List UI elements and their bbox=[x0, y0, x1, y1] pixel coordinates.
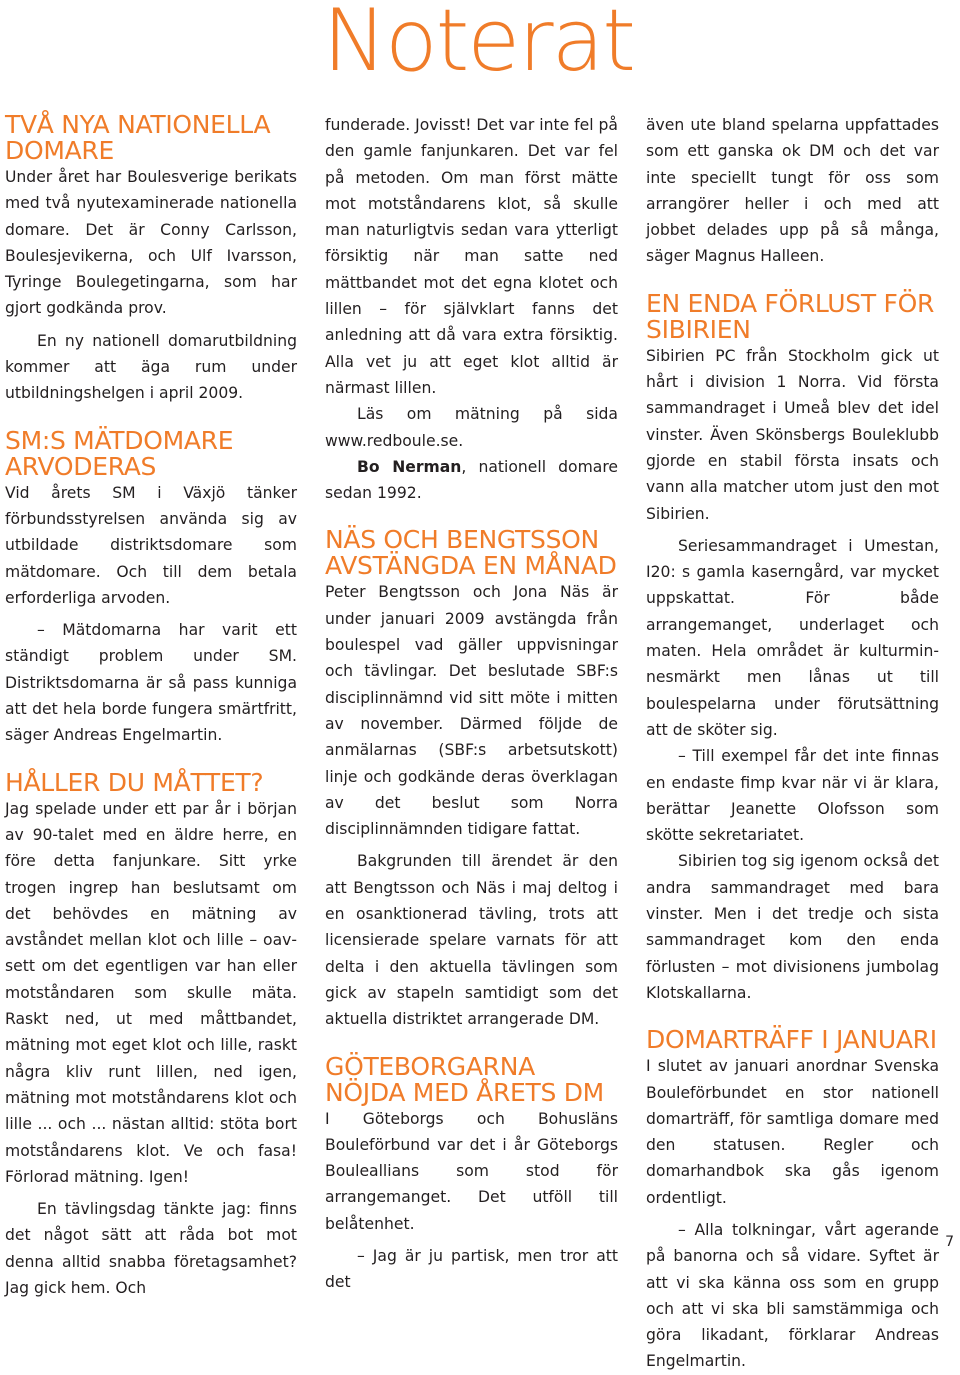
paragraph: – Till exempel får det inte finnas en endaste fimp kvar när vi är klara, berättar Jeanette Olofsson som skötte sekretariatet. bbox=[646, 747, 939, 845]
author-title: , nationell domare sedan 1992. bbox=[325, 457, 618, 503]
author-name: Bo Nerman bbox=[357, 457, 462, 476]
column-3 bbox=[646, 112, 939, 1375]
paragraph: Seriesammandraget i Umestan, I20: s gamla kaserngård, var mycket uppskattat. För både arrangemanget, underlaget och maten. Hela området är kulturminnesmärkt men lånas ut till boulespelarna under förutsättning att de sköter sig. bbox=[646, 536, 939, 739]
paragraph: – Jag är ju partisk, men tror att det bbox=[325, 1246, 618, 1292]
paragraph: I Göteborgs och Bohusläns Bouleförbund var det i år Göteborgs Bouleallians som stod för arrangemanget. Det utföll till belåtenhet. bbox=[325, 1109, 618, 1233]
paragraph: Jag spelade under ett par år i början av 90-talet med en äldre herre, en före detta fanjunkare. Sitt yrke trogen ingrep han beslutsamt om det behövdes en mätning av avståndet mellan klot och lille – oavsett om det egentligen var han eller motståndaren som skulle mäta. Raskt ned, ut med måttbandet, mätning mot eget klot och lille, raskt några kliv runt lillen, ned igen, mätning mot motståndarens klot och lille ... och ... nästan alltid: stöta bort motståndarens klot. Ve och fasa! Förlorad mätning. Igen! bbox=[5, 799, 297, 1186]
column-2 bbox=[325, 112, 618, 1296]
paragraph: Under året har Boulesverige berikats med två nyutexaminerade nationella domare. Det är Conny Carlsson, Boulesjevikerna, och Ulf Ivarsson, Tyringe Boulegetingarna, som har gjort godkända prov. bbox=[5, 168, 297, 318]
paragraph: Sibirien tog sig igenom också det andra sammandraget med bara vinster. Men i det tredje och sista sammandraget kom den enda förlusten – mot divisionens jumbolag Klotskallarna. bbox=[646, 852, 939, 1002]
paragraph: Bakgrunden till ärendet är den att Bengtsson och Näs i maj deltog i en osanktionerad tävling, trots att licensierade spelare varnats för att delta i den aktuella tävlingen som gick av stapeln samtidigt som det aktuella distriktet arrangerade DM. bbox=[325, 852, 618, 1029]
headline-suspended: NÄS OCH BENGTSSON AVSTÄNGDA EN MÅNAD bbox=[325, 525, 617, 581]
headline-measure-up: HÅLLER DU MÅTTET? bbox=[5, 767, 264, 797]
paragraph: En tävlingsdag tänkte jag: finns det något sätt att råda bot mot denna alltid snabba företagsamhet? Jag gick hem. Och bbox=[5, 1200, 297, 1297]
paragraph: Vid årets SM i Växjö tänker förbundsstyrelsen använda sig av utbildade distriktsdomare som mätdomare. Och till dem betala erforderliga arvoden. bbox=[5, 483, 297, 607]
paragraph: – Mätdomarna har varit ett ständigt problem under SM. Distriktsdomarna är så pass kunniga att det hela borde fungera smärtfritt, säger Andreas Engelmartin. bbox=[5, 621, 297, 745]
headline-two-new-referees: TVÅ NYA NATIONELLA DOMARE bbox=[5, 110, 271, 165]
paragraph: – Alla tolkningar, vårt agerande på banorna och så vidare. Syftet är att vi ska känna oss som en grupp och att vi ska bli samstämmiga och göra likadant, förklarar Andreas Engelmartin. bbox=[646, 1220, 939, 1371]
headline-referee-meeting: DOMARTRÄFF I JANUARI bbox=[646, 1025, 937, 1055]
paragraph: Peter Bengtsson och Jona Näs är under januari 2009 avstängda från boulespel vad gäller uppvisningar och tävlingar. Det beslutade SBF:s disciplinnämnd vid sitt möte i mitten av november. Därmed följde de anmälarnas (SBF:s arbetsutskott) linje och godkände deras överklagan av det beslut som Norra disciplinnämnden tidigare fattat. bbox=[325, 583, 618, 839]
paragraph: I slutet av januari anordnar Svenska Bouleförbundet en stor nationell domarträff, för samtliga domare med den statusen. Regler och domarhandbok ska gås igenom ordentligt. bbox=[646, 1057, 939, 1207]
column-1 bbox=[5, 112, 297, 1301]
paragraph: funderade. Jovisst! Det var inte fel på den gamle fanjunkaren. Det var fel på metoden. Om man först mätte mot motståndarens klot, så skulle man naturligtvis sedan vara ytterligt försiktig när man satte ned mättbandet mot det egna klotet och lillen – för självklart fanns det anledning att då vara extra försiktig. Alla vet ju att eget klot alltid är närmast lillen. bbox=[325, 116, 618, 397]
author-signature bbox=[325, 454, 618, 507]
headline-sm-measuring-referees: SM:S MÄTDOMARE ARVODERAS bbox=[5, 425, 234, 481]
headline-sibirien: EN ENDA FÖRLUST FÖR SIBIRIEN bbox=[646, 288, 935, 344]
masthead-title: Noterat bbox=[322, 0, 634, 91]
paragraph: En ny nationell domarutbildning kommer att äga rum under utbildningshelgen i april 2009. bbox=[5, 331, 297, 403]
paragraph: Sibirien PC från Stockholm gick ut hårt i division 1 Norra. Vid första sammandraget i Umeå blev det idel vinster. Även Skönsbergs Bouleklubb gjorde en stabil första insats och vann alla matcher utom just den mot Sibirien. bbox=[646, 346, 939, 523]
page-number: 7 bbox=[945, 1234, 954, 1250]
paragraph: även ute bland spelarna uppfattades som ett ganska ok DM och det var inte speciellt tungt för oss som arrangörer heller i och med att jobbet delades upp på så många, säger Magnus Halleen. bbox=[646, 116, 939, 266]
paragraph: Läs om mätning på sida www.redboule.se. bbox=[325, 405, 618, 450]
headline-gothenburg: GÖTEBORGARNA NÖJDA MED ÅRETS DM bbox=[325, 1051, 604, 1107]
